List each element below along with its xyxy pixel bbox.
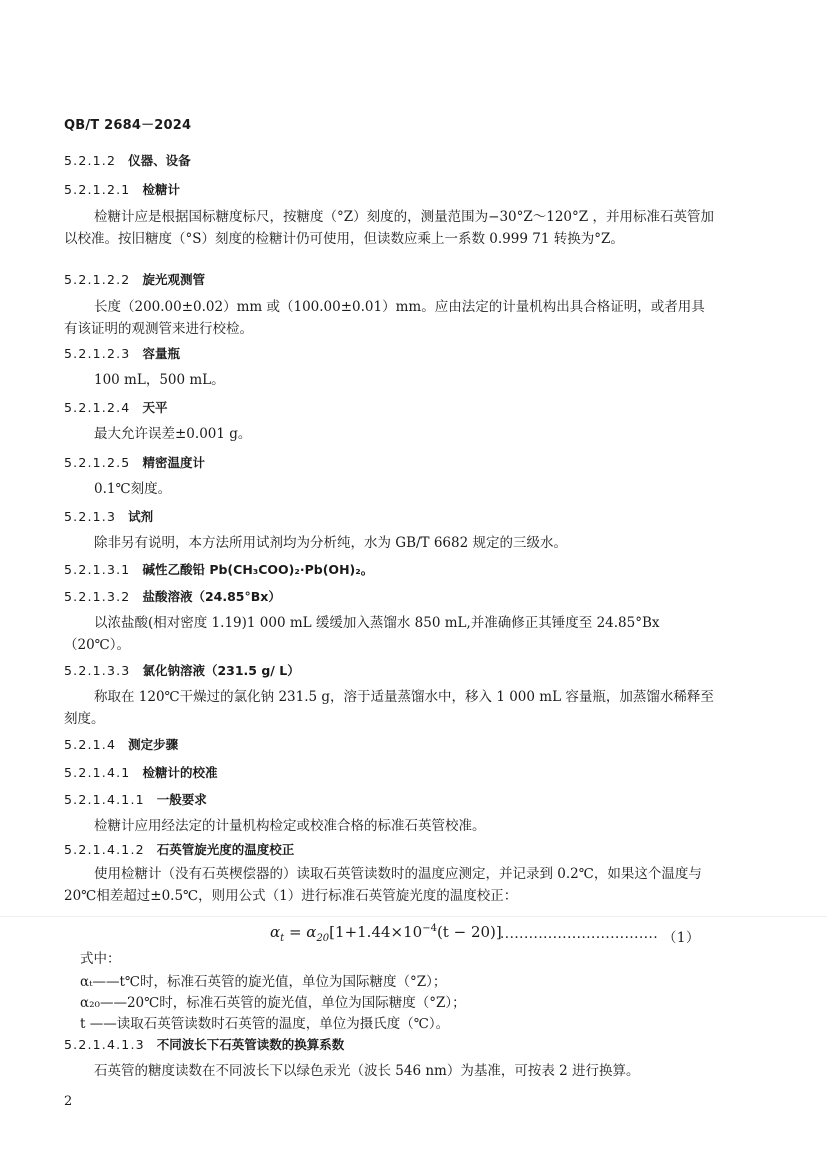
definition-item: t ——读取石英管读数时石英管的温度，单位为摄氏度（℃）。 [80, 1016, 450, 1032]
paragraph: 检糖计应是根据国标糖度标尺，按糖度（°Z）刻度的，测量范围为−30°Z～120°Z ，并用标准石英管加以校准。按旧糖度（°S）刻度的检糖计仍可使用，但读数应乘上一系数 0.999 71 转换为°Z。 [64, 209, 714, 247]
formula-1: $\alpha_t = \alpha_{20}[1+1.44\times 10^{-4}(t - 20)]$ [270, 923, 502, 944]
section-heading: 5.2.1.2.5 精密温度计 [64, 455, 205, 470]
divider [0, 916, 827, 917]
paragraph: 长度（200.00±0.02）mm 或（100.00±0.01）mm。应由法定的计量机构出具合格证明，或者用具有该证明的观测管来进行校检。 [64, 299, 705, 337]
paragraph: 100 mL，500 mL。 [94, 372, 225, 388]
section-heading: 5.2.1.3.3 氯化钠溶液（231.5 g/ L） [64, 663, 300, 678]
definition-item: αₜ——t℃时，标准石英管的旋光值，单位为国际糖度（°Z）； [80, 974, 447, 990]
formula-number: ································· （1） [500, 930, 700, 946]
section-heading: 5.2.1.3.1 碱性乙酸铅 Pb(CH₃COO)₂·Pb(OH)₂。 [64, 562, 374, 577]
section-heading: 5.2.1.3 试剂 [64, 509, 154, 524]
section-heading: 5.2.1.4.1.3 不同波长下石英管读数的换算系数 [64, 1037, 345, 1052]
section-heading: 5.2.1.2.3 容量瓶 [64, 346, 180, 361]
section-heading: 5.2.1.2.4 天平 [64, 400, 168, 415]
where-label: 式中： [80, 951, 121, 967]
page-number: 2 [64, 1094, 73, 1109]
paragraph: 称取在 120℃干燥过的氯化钠 231.5 g，溶于适量蒸馏水中，移入 1 000 mL 容量瓶，加蒸馏水稀释至刻度。 [64, 689, 714, 727]
section-heading: 5.2.1.2.2 旋光观测管 [64, 272, 205, 287]
section-heading: 5.2.1.2 仪器、设备 [64, 153, 191, 168]
section-heading: 5.2.1.4.1.1 一般要求 [64, 792, 207, 807]
paragraph: 最大允许误差±0.001 g。 [94, 426, 252, 442]
paragraph: 检糖计应用经法定的计量机构检定或校准合格的标准石英管校准。 [94, 818, 486, 834]
document-code: QB/T 2684－2024 [64, 118, 192, 133]
section-heading: 5.2.1.2.1 检糖计 [64, 182, 180, 197]
paragraph: 除非另有说明，本方法所用试剂均为分析纯，水为 GB/T 6682 规定的三级水。 [94, 535, 567, 551]
section-heading: 5.2.1.4 测定步骤 [64, 737, 179, 752]
paragraph: 0.1℃刻度。 [94, 481, 172, 497]
paragraph: 使用检糖计（没有石英楔偿器的）读取石英管读数时的温度应测定，并记录到 0.2℃，如果这个温度与 20℃相差超过±0.5℃，则用公式（1）进行标准石英管旋光度的温度校正： [64, 866, 702, 904]
section-heading: 5.2.1.4.1.2 石英管旋光度的温度校正 [64, 842, 295, 857]
section-heading: 5.2.1.4.1 检糖计的校准 [64, 765, 218, 780]
section-heading: 5.2.1.3.2 盐酸溶液（24.85°Bx） [64, 589, 281, 604]
paragraph: 石英管的糖度读数在不同波长下以绿色汞光（波长 546 nm）为基准，可按表 2 进行换算。 [94, 1063, 640, 1079]
definition-item: α₂₀——20℃时，标准石英管的旋光值，单位为国际糖度（°Z）； [80, 995, 466, 1011]
paragraph: 以浓盐酸(相对密度 1.19)1 000 mL 缓缓加入蒸馏水 850 mL,并准确修正其锤度至 24.85°Bx（20℃）。 [64, 615, 660, 653]
